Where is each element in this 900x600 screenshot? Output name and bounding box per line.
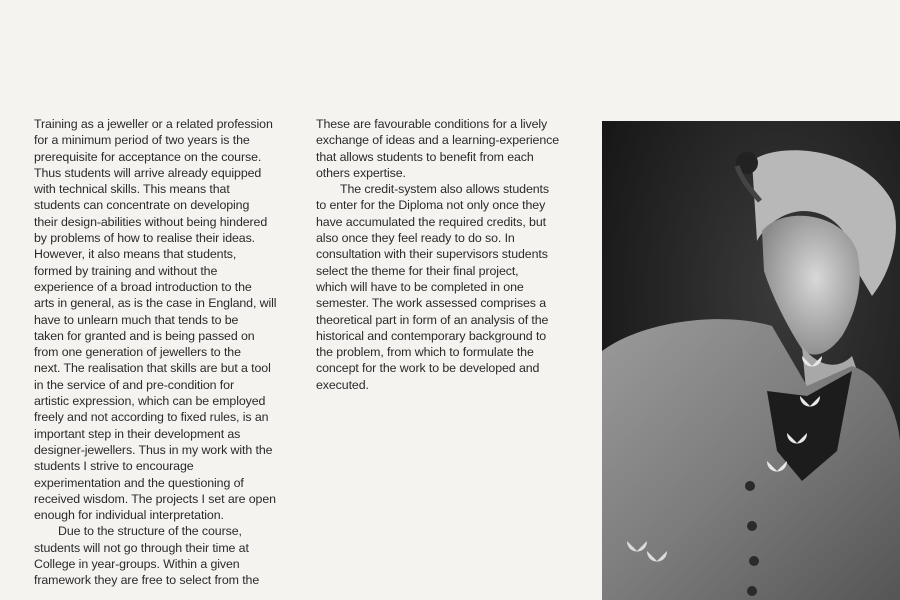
- text-line: consultation with their supervisors students: [316, 247, 548, 262]
- text-line: semester. The work assessed comprises a: [316, 296, 547, 311]
- text-line: with technical skills. This means that: [34, 182, 230, 197]
- text-line: Thus students will arrive already equipped: [34, 165, 262, 180]
- text-line: College in year-groups. Within a given: [34, 557, 240, 572]
- text-line: that allows students to benefit from each: [316, 149, 534, 164]
- text-line: artistic expression, which can be employed: [34, 394, 266, 409]
- jacket-button: [749, 556, 759, 566]
- text-line: next. The realisation that skills are but a tool: [34, 361, 271, 376]
- middle-paragraph-1: [316, 116, 582, 181]
- jacket-button: [745, 481, 755, 491]
- left-paragraph-1: [34, 116, 302, 523]
- jacket-button: [747, 521, 757, 531]
- text-line: experimentation and the questioning of: [34, 475, 244, 490]
- text-line: These are favourable conditions for a lively: [316, 117, 548, 131]
- text-line: to enter for the Diploma not only once they: [316, 198, 546, 213]
- portrait-illustration: [602, 121, 900, 600]
- text-line: concept for the work to be developed and: [316, 361, 540, 376]
- text-line: from one generation of jewellers to the: [34, 345, 241, 360]
- left-text-column: [34, 116, 302, 589]
- text-line: important step in their development as: [34, 426, 241, 441]
- text-line: prerequisite for acceptance on the course.: [34, 149, 262, 164]
- text-line: theoretical part in form of an analysis of the: [316, 312, 549, 327]
- text-line: formed by training and without the: [34, 263, 218, 278]
- text-line: students will not go through their time at: [34, 540, 249, 555]
- text-line: exchange of ideas and a learning-experience: [316, 133, 559, 148]
- text-line: taken for granted and is being passed on: [34, 328, 255, 343]
- text-line: in the service of and pre-condition for: [34, 377, 234, 392]
- middle-paragraph-2: [316, 181, 582, 393]
- text-line: the problem, from which to formulate the: [316, 345, 534, 360]
- text-line: students I strive to encourage: [34, 459, 194, 474]
- text-line: executed.: [316, 377, 369, 392]
- text-line: have to unlearn much that tends to be: [34, 312, 239, 327]
- text-line: experience of a broad introduction to the: [34, 279, 252, 294]
- text-line: The credit-system also allows students: [340, 182, 549, 197]
- text-line: Due to the structure of the course,: [58, 524, 242, 539]
- text-line: students can concentrate on developing: [34, 198, 250, 213]
- text-line: also once they feel ready to do so. In: [316, 231, 515, 246]
- text-line: others expertise.: [316, 165, 406, 180]
- text-line: framework they are free to select from the: [34, 573, 260, 588]
- text-line: Training as a jeweller or a related profession: [34, 117, 273, 131]
- text-line: freely and not according to fixed rules, is an: [34, 410, 269, 425]
- portrait-photo: [602, 121, 900, 600]
- text-line: by problems of how to realise their ideas.: [34, 231, 256, 246]
- text-line: However, it also means that students,: [34, 247, 237, 262]
- text-line: for a minimum period of two years is the: [34, 133, 250, 148]
- text-line: received wisdom. The projects I set are open: [34, 491, 276, 506]
- text-line: select the theme for their final project,: [316, 263, 519, 278]
- text-line: enough for individual interpretation.: [34, 508, 224, 523]
- text-line: arts in general, as is the case in England, will: [34, 296, 277, 311]
- text-line: which will have to be completed in one: [316, 279, 524, 294]
- middle-text-column: [316, 116, 582, 393]
- text-line: historical and contemporary background to: [316, 328, 547, 343]
- text-line: their design-abilities without being hindered: [34, 214, 268, 229]
- text-line: designer-jewellers. Thus in my work with the: [34, 442, 273, 457]
- jacket-button: [747, 586, 757, 596]
- left-paragraph-2: [34, 523, 302, 588]
- text-line: have accumulated the required credits, but: [316, 214, 546, 229]
